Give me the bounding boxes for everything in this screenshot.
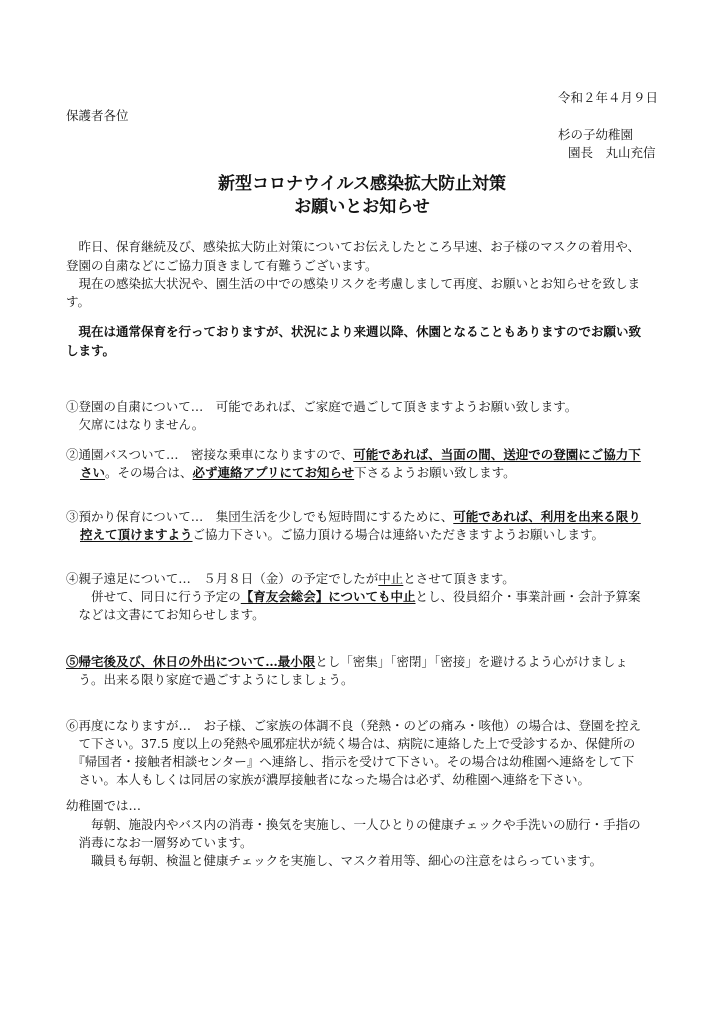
emphasis-text: 【育友会総会】についても中止: [240, 589, 416, 604]
item-text: ②通園バスついて… 密接な乗車になりますので、: [66, 447, 354, 462]
item-line: [80, 525, 604, 544]
item-text: 下さるようお願い致します。: [354, 465, 516, 480]
item-text: 併せて、同日に行う予定の: [66, 589, 241, 604]
measures-line: 毎朝、施設内やバス内の消毒・換気を実施し、一人ひとりの健康チェックや手洗いの励行・手指の: [66, 817, 641, 832]
intro-line: す。: [66, 294, 91, 309]
section-heading: 幼稚園では…: [66, 798, 142, 813]
emphasis-text: 必ず連絡アプリにてお知らせ: [192, 465, 355, 480]
emphasis-text: 可能であれば、当面の間、送迎での登園にご協力下: [353, 447, 641, 462]
document-title: 新型コロナウイルス感染拡大防止対策: [218, 174, 506, 194]
item-line: [66, 587, 641, 606]
item-line: 『帰国者・接触者相談センター』へ連絡し、指示を受けて下さい。その場合は幼稚園へ連絡をして下: [66, 754, 635, 769]
item-line: 欠席にはなりません。: [66, 417, 205, 432]
item-text: とし、役員紹介・事業計画・会計予算案: [415, 589, 641, 604]
sender-org: 杉の子幼稚園: [558, 127, 634, 142]
item-text: ④親子遠足について… ５月８日（金）の予定でしたが: [66, 571, 379, 586]
emphasis-text: 控えて頂けますよう: [80, 527, 193, 542]
document-subtitle: お願いとお知らせ: [294, 197, 430, 217]
item-line: [66, 507, 641, 526]
issue-date: 令和２年４月９日: [557, 90, 658, 105]
sender-principal: 園長 丸山充信: [568, 145, 656, 160]
item-text: ご協力下さい。ご協力頂ける場合は連絡いただきますようお願いします。: [192, 527, 605, 542]
notice-line: 現在は通常保育を行っておりますが、状況により来週以降、休園となることもありますのでお願い致: [66, 324, 642, 339]
item-line: ⑥再度になりますが… お子様、ご家族の体調不良（発熱・のどの痛み・咳他）の場合は、登園を控え: [66, 718, 642, 733]
emphasis-text: 可能であれば、利用を出来る限り: [453, 509, 641, 524]
item-text: とさせて頂きます。: [403, 571, 515, 586]
item-text: 。その場合は、: [105, 465, 193, 480]
item-text: ③預かり保育について… 集団生活を少しでも短時間にするために、: [66, 509, 454, 524]
measures-line: 消毒になお一層努めています。: [66, 835, 253, 850]
measures-line: 職員も毎朝、検温と健康チェックを実施し、マスク着用等、細心の注意をはらっています。: [66, 853, 603, 868]
item-line: [66, 569, 515, 588]
item-line: て下さい。37.5 度以上の発熱や風邪症状が続く場合は、病院に連絡した上で受診するか、保健所の: [66, 736, 636, 751]
item-line: さい。本人もしくは同居の家族が濃厚接触者になった場合は必ず、幼稚園へ連絡を下さい。: [66, 772, 591, 787]
recipient: 保護者各位: [66, 108, 129, 123]
intro-line: 現在の感染拡大状況や、園生活の中での感染リスクを考慮しまして再度、お願いとお知らせを致しま: [66, 276, 641, 291]
item-line: [80, 463, 516, 482]
intro-line: 昨日、保育継続及び、感染拡大防止対策についてお伝えしたところ早速、お子様のマスクの着用や、: [66, 239, 641, 254]
item-line: [66, 652, 628, 671]
notice-line: します。: [66, 343, 116, 358]
item-line: などは文書にてお知らせします。: [66, 607, 265, 622]
item-line: [66, 445, 641, 464]
emphasis-text: 中止: [378, 571, 404, 586]
item-line: ①登園の自粛について… 可能であれば、ご家庭で過ごして頂きますようお願い致します。: [66, 399, 578, 414]
intro-line: 登園の自粛などにご協力頂きまして有難うございます。: [66, 258, 378, 273]
emphasis-text: ⑤帰宅後及び、休日の外出について…最小限: [66, 654, 316, 669]
item-line: う。出来る限り家庭で過ごすようにしましょう。: [66, 672, 354, 687]
item-text: とし「密集」「密閉」「密接」を避けるよう心がけましょ: [315, 654, 628, 669]
emphasis-text: さい: [80, 465, 106, 480]
